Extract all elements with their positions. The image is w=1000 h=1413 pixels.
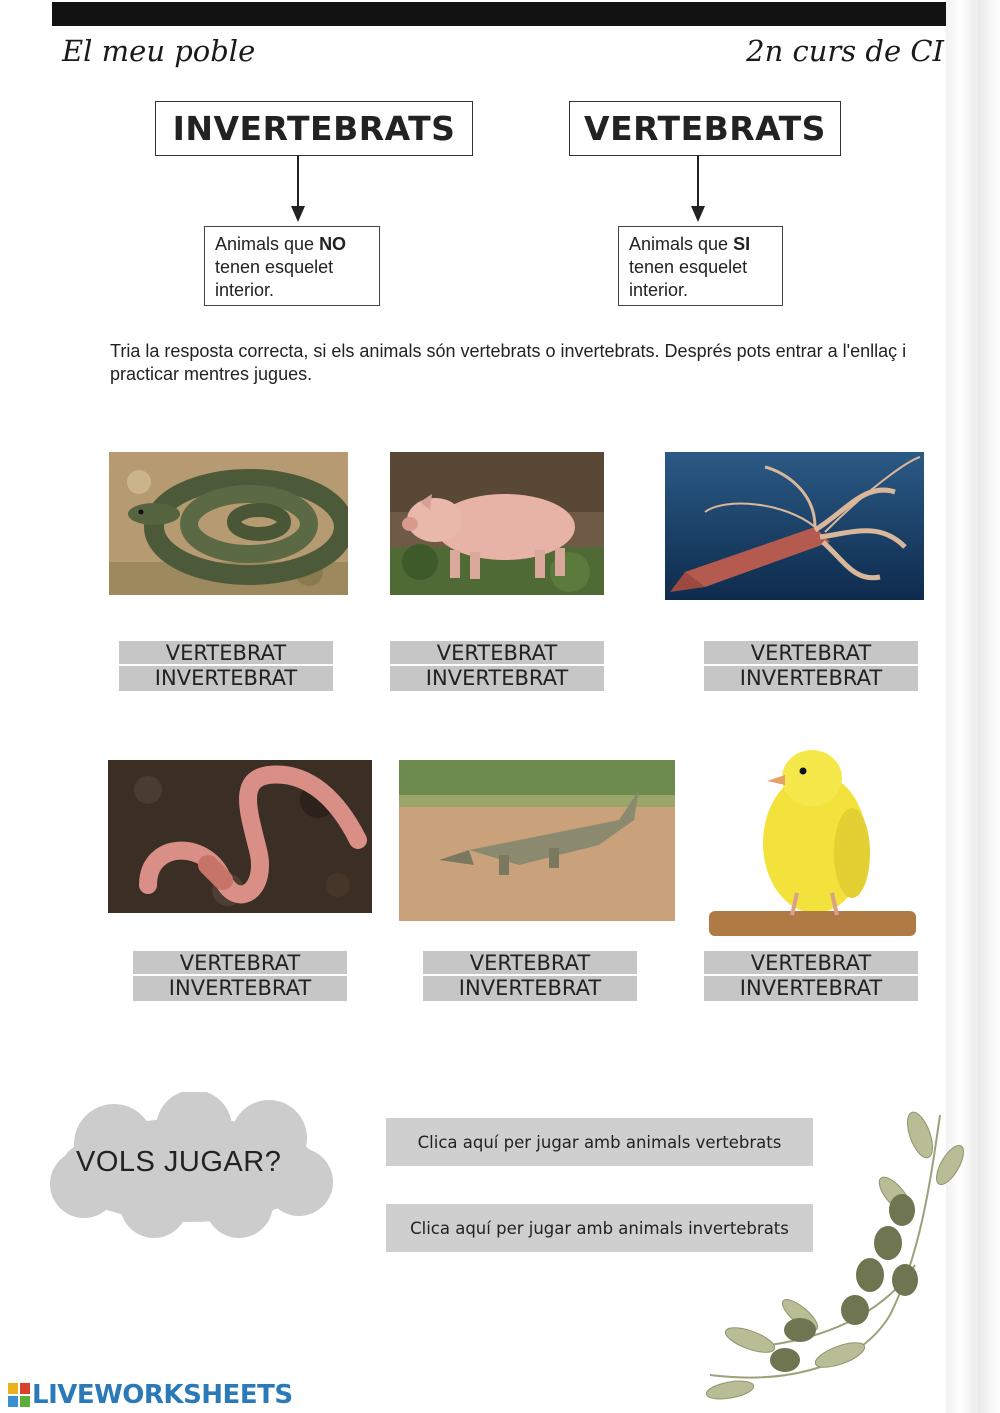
pig-photo [390, 452, 604, 595]
header-course: 2n curs de CI [746, 34, 944, 68]
play-invertebrats-link[interactable]: Clica aquí per jugar amb animals invertebrats [386, 1204, 813, 1252]
vertebrats-def-post: tenen esquelet interior. [629, 257, 748, 300]
option-vertebrat[interactable]: VERTEBRAT [133, 951, 347, 976]
vertebrats-def-pre: Animals que [629, 234, 734, 254]
invertebrats-arrow-head [291, 206, 305, 222]
option-vertebrat[interactable]: VERTEBRAT [119, 641, 333, 666]
option-vertebrat[interactable]: VERTEBRAT [423, 951, 637, 976]
vertebrats-title-box: VERTEBRATS [569, 101, 841, 156]
header-school-name: El meu poble [62, 34, 256, 68]
crocodile-photo [399, 760, 675, 921]
vertebrats-arrow-line [697, 155, 699, 207]
answer-selector-pig[interactable] [390, 641, 604, 691]
snake-photo [109, 452, 348, 595]
liveworksheets-logo [8, 1380, 293, 1410]
answer-selector-worm[interactable] [133, 951, 347, 1001]
answer-selector-crocodile[interactable] [423, 951, 637, 1001]
liveworksheets-logo-text: LIVEWORKSHEETS [32, 1380, 293, 1410]
option-invertebrat[interactable]: INVERTEBRAT [739, 976, 883, 1000]
vertebrats-arrow-head [691, 206, 705, 222]
option-vertebrat[interactable]: VERTEBRAT [704, 641, 918, 666]
olive-branch-decoration [690, 1105, 980, 1405]
vertebrats-def-bold: SI [733, 234, 751, 254]
option-vertebrat[interactable]: VERTEBRAT [390, 641, 604, 666]
answer-selector-canary[interactable] [704, 951, 918, 1001]
squid-photo [665, 452, 924, 600]
invertebrats-def-pre: Animals que [215, 234, 320, 254]
play-vertebrats-link[interactable]: Clica aquí per jugar amb animals vertebrats [386, 1118, 813, 1166]
worm-photo [108, 760, 372, 913]
option-invertebrat[interactable]: INVERTEBRAT [168, 976, 312, 1000]
invertebrats-def-bold: NO [319, 234, 347, 254]
option-vertebrat[interactable]: VERTEBRAT [704, 951, 918, 976]
option-invertebrat[interactable]: INVERTEBRAT [154, 666, 298, 690]
top-black-bar [52, 2, 960, 26]
answer-selector-snake[interactable] [119, 641, 333, 691]
invertebrats-arrow-line [297, 155, 299, 207]
answer-selector-squid[interactable] [704, 641, 918, 691]
option-invertebrat[interactable]: INVERTEBRAT [739, 666, 883, 690]
invertebrats-definition [204, 226, 380, 306]
instructions-text: Tria la resposta correcta, si els animals són vertebrats o invertebrats. Després pots entrar a l'enllaç i practicar mentres jugues. [110, 341, 907, 384]
invertebrats-title-box: INVERTEBRATS [155, 101, 473, 156]
liveworksheets-logo-icon [8, 1383, 30, 1407]
option-invertebrat[interactable]: INVERTEBRAT [458, 976, 602, 1000]
cloud-label: VOLS JUGAR? [76, 1146, 282, 1178]
option-invertebrat[interactable]: INVERTEBRAT [425, 666, 569, 690]
invertebrats-def-post: tenen esquelet interior. [215, 257, 334, 300]
canary-photo [707, 733, 917, 939]
vertebrats-definition [618, 226, 783, 306]
